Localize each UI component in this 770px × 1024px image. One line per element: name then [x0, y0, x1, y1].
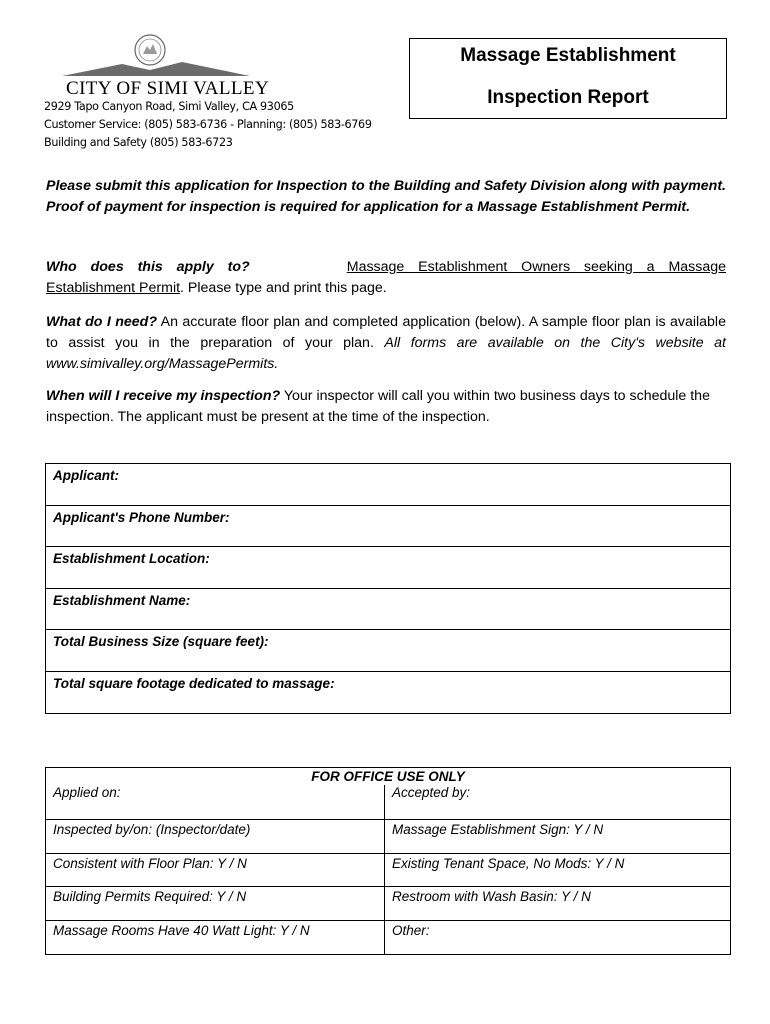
table-row	[46, 820, 730, 854]
table-row	[46, 887, 730, 921]
who-answer-line-1: Massage Establishment Owners seeking a Massage	[346, 259, 727, 275]
when-question: When will I receive my inspection?	[46, 388, 281, 404]
establishment-location-field[interactable]: Establishment Location:	[46, 547, 730, 589]
applicant-phone-field[interactable]: Applicant's Phone Number:	[46, 506, 730, 548]
when-answer: Your inspector will call you within two business days to schedule the inspection. The applicant must be present at the time of the inspection.	[46, 388, 710, 425]
application-table	[45, 463, 731, 714]
phone-line: Building and Safety (805) 583-6723	[44, 136, 233, 149]
title-line-1: Massage Establishment	[460, 45, 676, 66]
restroom-field[interactable]: Restroom with Wash Basin: Y / N	[392, 889, 591, 904]
city-seal-icon	[62, 34, 252, 84]
applicant-field[interactable]: Applicant:	[46, 464, 730, 506]
watt-light-field[interactable]: Massage Rooms Have 40 Watt Light: Y / N	[46, 921, 385, 955]
city-name: CITY OF SIMI VALLEY	[66, 78, 270, 99]
inspected-by-field[interactable]: Inspected by/on: (Inspector/date)	[46, 820, 385, 853]
office-use-header: FOR OFFICE USE ONLY	[311, 769, 465, 784]
phone-line: Customer Service: (805) 583-6736 - Planning: (805) 583-6769	[44, 118, 372, 131]
establishment-name-field[interactable]: Establishment Name:	[46, 589, 730, 631]
need-paragraph	[46, 312, 726, 375]
table-row	[46, 785, 730, 820]
when-paragraph	[46, 386, 726, 428]
floor-plan-field[interactable]: Consistent with Floor Plan: Y / N	[46, 854, 385, 887]
address-line: 2929 Tapo Canyon Road, Simi Valley, CA 93065	[44, 100, 294, 113]
massage-footage-field[interactable]: Total square footage dedicated to massage:	[53, 675, 335, 691]
building-permits-field[interactable]: Building Permits Required: Y / N	[46, 887, 385, 920]
office-use-table	[45, 767, 731, 955]
applied-on-field[interactable]: Applied on:	[46, 785, 385, 819]
accepted-by-field[interactable]: Accepted by:	[392, 785, 471, 800]
who-question: Who does this apply to?	[46, 259, 250, 275]
need-answer-forms: All forms are available on the City's website at www.simivalley.org/MassagePermits.	[46, 335, 726, 372]
table-row	[46, 921, 730, 955]
table-row	[46, 854, 730, 888]
title-box	[409, 38, 727, 119]
who-line-1	[46, 257, 726, 278]
who-paragraph	[46, 257, 726, 299]
need-question: What do I need?	[46, 314, 157, 330]
other-field[interactable]: Other:	[392, 922, 430, 938]
tenant-space-field[interactable]: Existing Tenant Space, No Mods: Y / N	[392, 855, 625, 871]
title-line-2: Inspection Report	[487, 87, 649, 108]
intro-paragraph: Please submit this application for Inspection to the Building and Safety Division along with payment. Proof of payment for inspection is required for application for a Massage Establishment Permit.	[46, 178, 726, 215]
need-answer: An accurate floor plan and completed application (below). A sample floor plan is available to assist you in the preparation of your plan.	[46, 314, 726, 351]
sign-field[interactable]: Massage Establishment Sign: Y / N	[392, 822, 604, 837]
business-size-field[interactable]: Total Business Size (square feet):	[46, 630, 730, 672]
who-answer-line-2: Establishment Permit	[46, 280, 181, 296]
who-answer-rest: . Please type and print this page.	[180, 280, 387, 296]
address-block	[44, 98, 372, 152]
city-logo	[62, 34, 270, 104]
